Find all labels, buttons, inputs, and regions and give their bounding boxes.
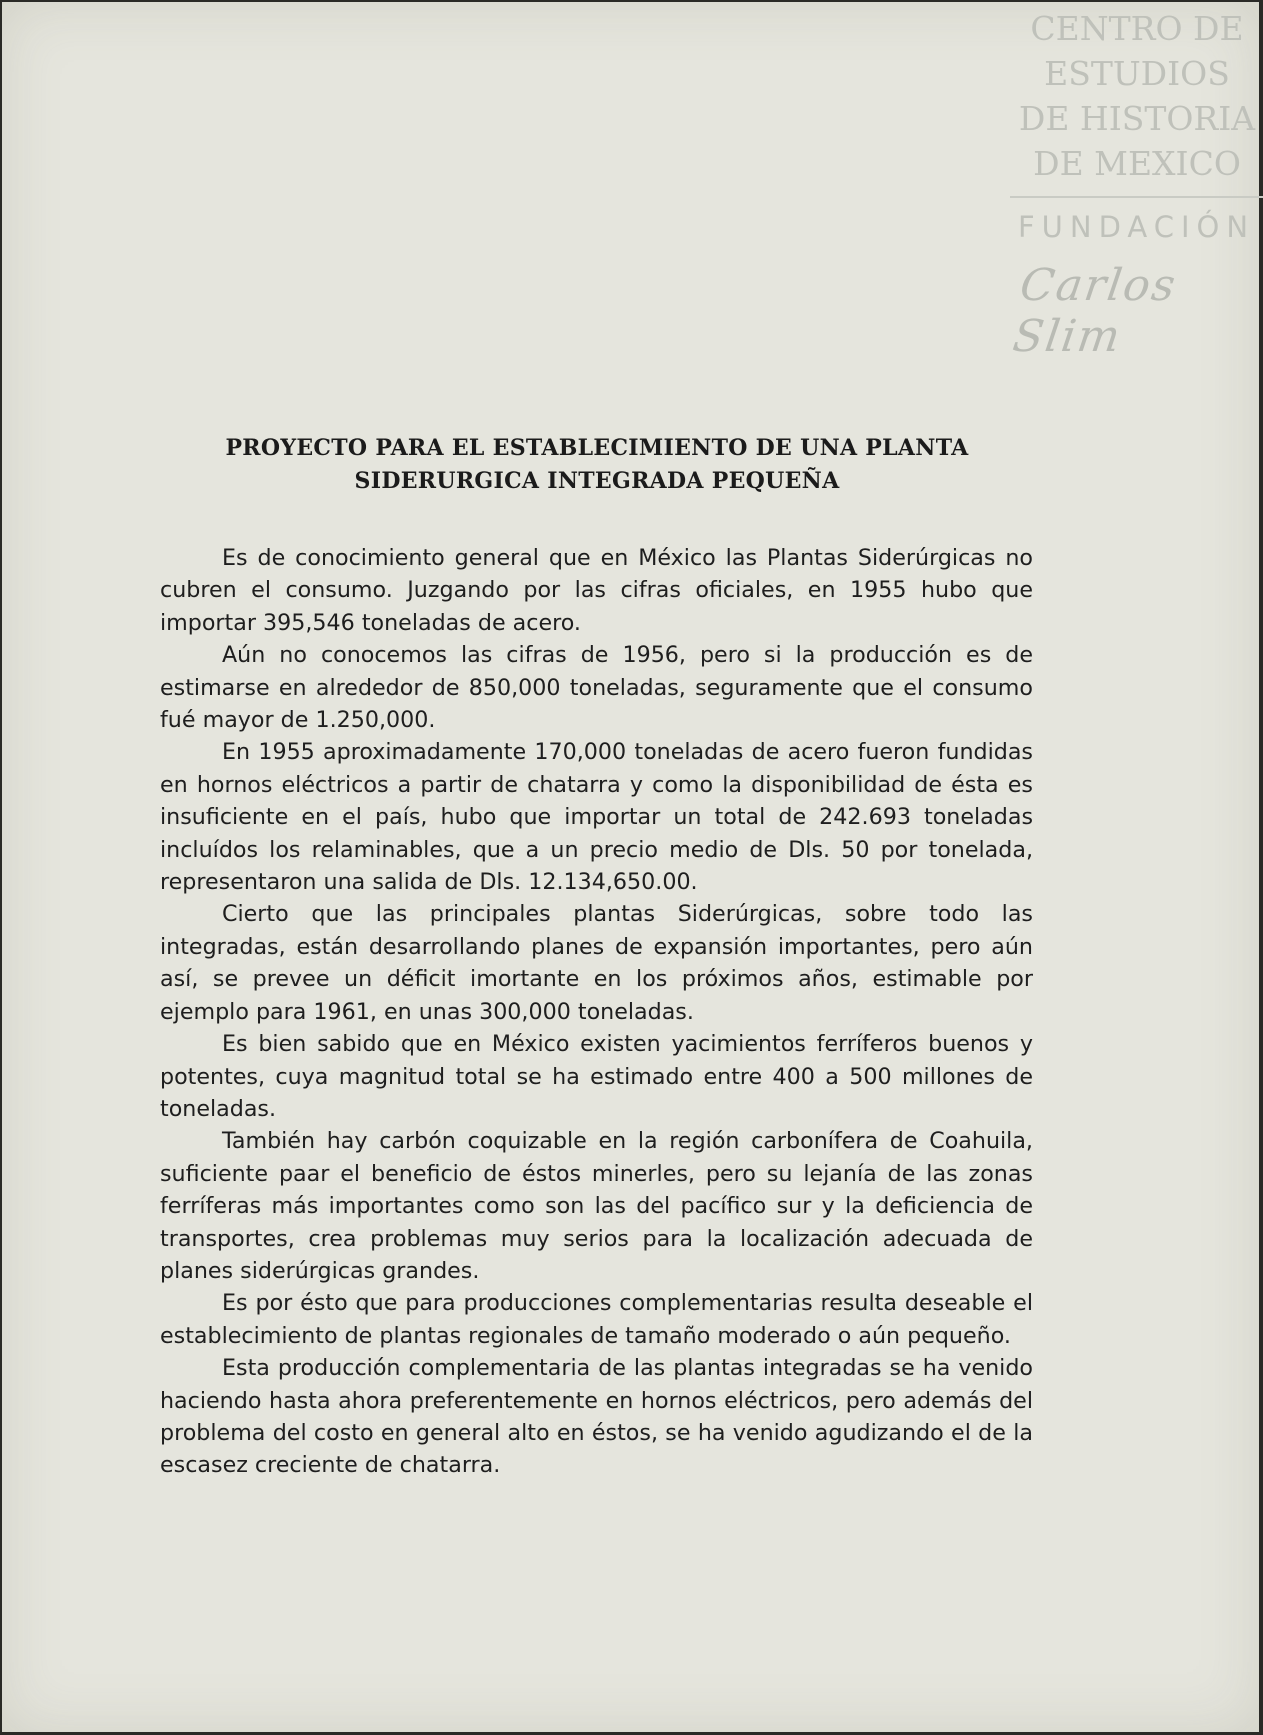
document-page [2,2,1259,1732]
paragraph: Es de conocimiento general que en México las Plantas Siderúrgicas no cubren el consumo. Juzgando por las cifras oficiales, en 1955 hubo que importar 395,546 toneladas de acero. [160,545,1033,636]
paragraph: Es bien sabido que en México existen yacimientos ferríferos buenos y potentes, cuya magnitud total se ha estimado entre 400 a 500 millones de toneladas. [160,1031,1033,1122]
document-body [160,542,1033,1482]
paragraph: Aún no conocemos las cifras de 1956, pero si la producción es de estimarse en alrededor de 850,000 toneladas, seguramente que el consumo fué mayor de 1.250,000. [160,642,1033,734]
paragraph: También hay carbón coquizable en la región carbonífera de Coahuila, suficiente paar el beneficio de éstos minerles, pero su lejanía de las zonas ferríferas más importantes como son las del pacífico sur y la deficiencia de transportes, crea problemas muy serios para la localización adecuada de planes siderúrgicas grandes. [160,1128,1033,1284]
document-title [202,432,992,498]
watermark-signature: Carlos Slim [1009,260,1181,362]
watermark-line: CENTRO DE [1030,9,1244,48]
paragraph: Es por ésto que para producciones complementarias resulta deseable el establecimiento de plantas regionales de tamaño moderado o aún pequeño. [160,1290,1033,1349]
watermark-foundation: FUNDACIÓN [1018,210,1256,244]
watermark-line: DE MEXICO [1033,144,1241,183]
archive-watermark [1012,6,1262,186]
paragraph: En 1955 aproximadamente 170,000 toneladas de acero fueron fundidas en hornos eléctricos a partir de chatarra y como la disponibilidad de ésta es insuficiente en el país, hubo que importar un total de 242.693 toneladas incluídos los relaminables, que a un precio medio de Dls. 50 por tonelada, representaron una salida de Dls. 12.134,650.00. [160,739,1033,896]
title-line-1: PROYECTO PARA EL ESTABLECIMIENTO DE UNA PLANTA [225,435,969,461]
watermark-line: ESTUDIOS [1044,54,1230,93]
watermark-line: DE HISTORIA [1018,99,1256,138]
paragraph: Esta producción complementaria de las plantas integradas se ha venido haciendo hasta ahora preferentemente en hornos eléctricos, pero además del problema del costo en general alto en éstos, se ha venido agudizando el de la escasez creciente de chatarra. [160,1355,1033,1479]
watermark-divider [1010,196,1263,198]
paragraph: Cierto que las principales plantas Siderúrgicas, sobre todo las integradas, están desarrollando planes de expansión importantes, pero aún así, se prevee un déficit imortante en los próximos años, estimable por ejemplo para 1961, en unas 300,000 toneladas. [160,901,1033,1025]
title-line-2: SIDERURGICA INTEGRADA PEQUEÑA [354,468,840,494]
